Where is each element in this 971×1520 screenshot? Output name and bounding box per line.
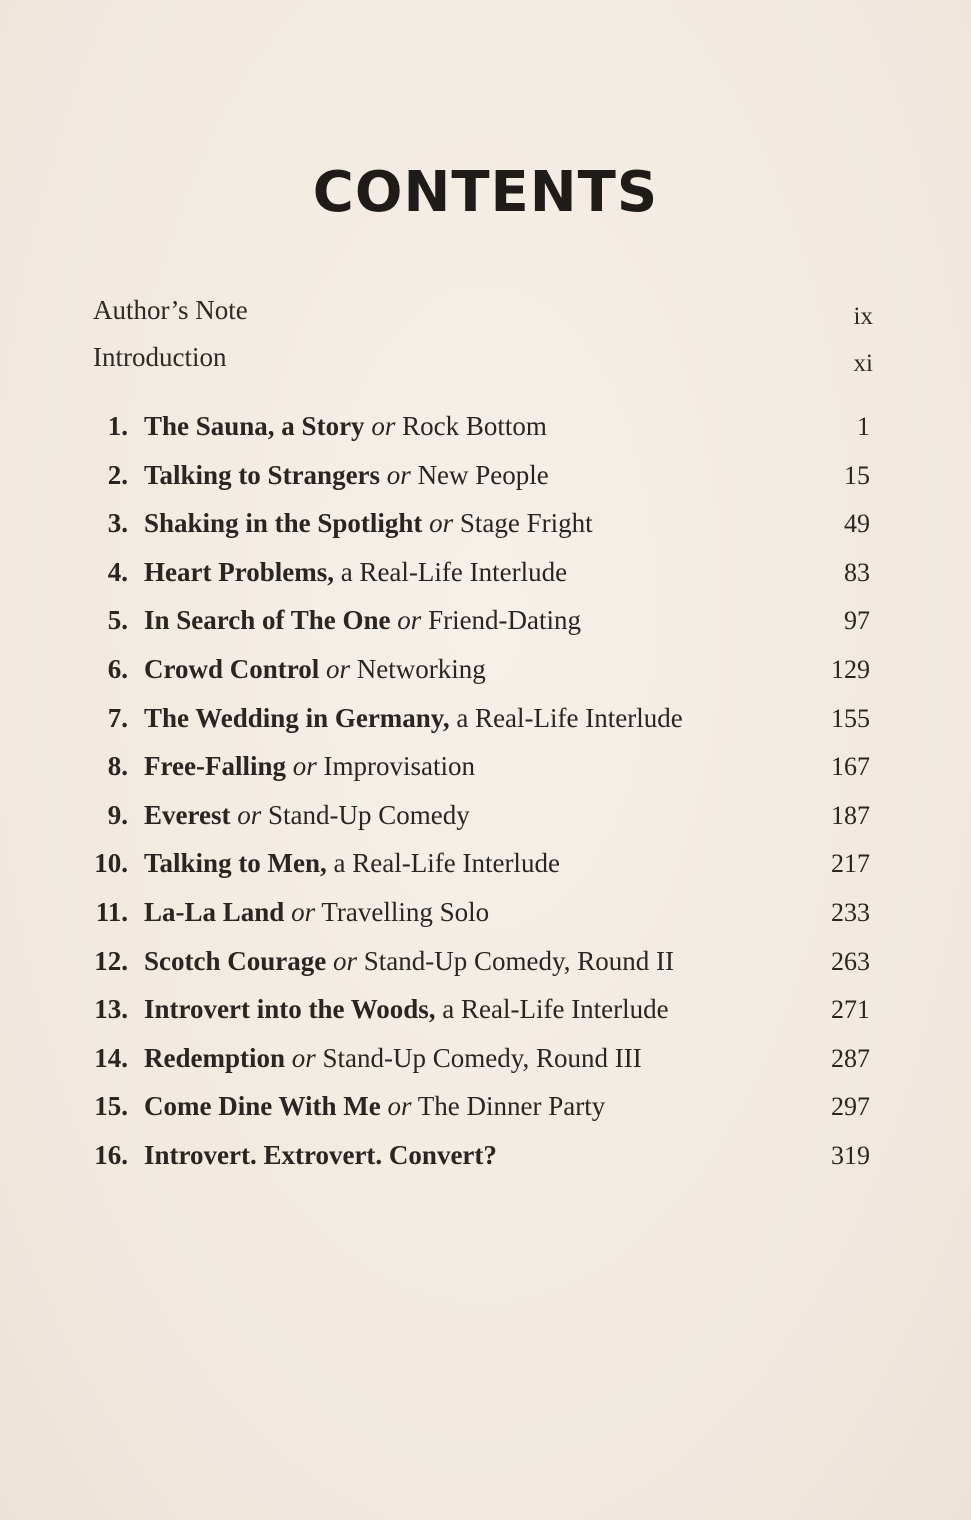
toc-entry [84, 946, 870, 995]
chapter-page-number: 155 [831, 703, 870, 733]
chapter-number: 11. [95, 896, 128, 927]
chapter-subtitle: Stand-Up Comedy, Round II [363, 945, 674, 976]
chapter-main-title: Scotch Courage [144, 945, 327, 976]
chapter-main-title: The Sauna, a Story [144, 411, 365, 441]
toc-entry [84, 897, 870, 946]
toc-entry [84, 800, 870, 849]
toc-entry [84, 703, 870, 752]
chapter-number: 8. [107, 751, 128, 782]
toc-entry [84, 654, 870, 703]
chapter-page-number: 319 [831, 1140, 870, 1170]
toc-entry [84, 508, 870, 557]
chapter-page-number: 271 [831, 995, 870, 1025]
chapter-title [144, 751, 800, 782]
chapter-page-number: 263 [831, 946, 870, 976]
chapter-number: 1. [107, 411, 128, 441]
chapter-number: 13. [94, 994, 128, 1025]
chapter-subtitle: a Real-Life Interlude [340, 556, 568, 587]
chapter-page-number: 129 [831, 654, 870, 684]
chapter-title [144, 654, 800, 685]
chapter-page-number: 287 [831, 1043, 870, 1073]
chapter-title [144, 508, 800, 539]
chapter-number: 2. [107, 459, 128, 490]
chapter-connector: or [326, 653, 351, 684]
chapter-page-number: 167 [831, 752, 870, 782]
toc-entry [84, 605, 870, 654]
chapter-subtitle: Friend-Dating [428, 605, 582, 636]
chapter-connector: or [397, 605, 422, 636]
chapter-subtitle: Networking [356, 653, 486, 684]
chapter-number: 15. [94, 1091, 128, 1122]
chapter-connector: or [291, 896, 316, 927]
chapter-number: 9. [107, 799, 128, 830]
chapter-main-title: Talking to Strangers [144, 459, 381, 490]
chapter-title [144, 946, 800, 977]
prelims-list [93, 290, 873, 384]
chapter-number: 3. [107, 508, 128, 539]
chapter-title [144, 897, 800, 928]
toc-entry [84, 994, 870, 1043]
chapter-main-title: The Wedding in Germany, [144, 702, 450, 733]
chapter-page-number: 217 [831, 849, 870, 879]
toc-entry [84, 411, 870, 460]
chapter-page-number: 1 [857, 412, 870, 441]
chapter-list [84, 411, 870, 1189]
chapter-page-number: 187 [831, 800, 870, 830]
chapter-number: 14. [94, 1042, 128, 1073]
chapter-subtitle: Stand-Up Comedy [268, 799, 470, 830]
chapter-subtitle: a Real-Life Interlude [442, 994, 669, 1025]
chapter-number: 7. [107, 702, 128, 733]
chapter-main-title: Introvert into the Woods, [144, 994, 436, 1025]
chapter-title [144, 703, 800, 734]
chapter-number: 12. [94, 945, 128, 976]
chapter-subtitle: Improvisation [323, 751, 475, 782]
chapter-number: 6. [107, 653, 128, 684]
chapter-connector: or [237, 799, 262, 830]
chapter-title [144, 557, 800, 588]
chapter-main-title: Everest [144, 799, 231, 830]
toc-entry [84, 1043, 870, 1092]
chapter-number: 5. [107, 605, 128, 636]
chapter-main-title: Introvert. Extrovert. Convert? [144, 1139, 497, 1170]
chapter-connector: or [292, 751, 317, 782]
chapter-main-title: Redemption [144, 1042, 285, 1073]
prelim-label: Introduction [93, 342, 227, 372]
toc-entry [84, 460, 870, 509]
chapter-main-title: Heart Problems, [144, 556, 334, 587]
chapter-main-title: Come Dine With Me [144, 1091, 381, 1122]
chapter-title [144, 800, 800, 831]
chapter-page-number: 233 [831, 897, 870, 927]
prelim-label: Author’s Note [93, 295, 248, 325]
chapter-connector: or [386, 459, 411, 490]
chapter-title [144, 1091, 800, 1122]
toc-entry [84, 557, 870, 606]
chapter-main-title: Talking to Men, [144, 848, 327, 879]
chapter-main-title: In Search of The One [144, 605, 391, 636]
chapter-title [144, 460, 800, 491]
toc-entry [84, 848, 870, 897]
chapter-subtitle: a Real-Life Interlude [456, 702, 683, 733]
chapter-connector: or [291, 1042, 316, 1073]
page-title: CONTENTS [312, 160, 659, 225]
chapter-connector: or [371, 411, 396, 441]
toc-entry [84, 751, 870, 800]
chapter-number: 16. [94, 1139, 128, 1170]
chapter-main-title: Crowd Control [144, 653, 320, 684]
chapter-subtitle: Rock Bottom [402, 411, 547, 441]
chapter-page-number: 83 [844, 557, 870, 587]
chapter-title [144, 411, 800, 442]
chapter-subtitle: a Real-Life Interlude [333, 848, 560, 879]
chapter-connector: or [332, 945, 357, 976]
chapter-main-title: Shaking in the Spotlight [144, 508, 423, 539]
prelim-page: xi [853, 350, 873, 377]
chapter-main-title: Free-Falling [144, 751, 286, 782]
chapter-page-number: 49 [844, 509, 870, 539]
chapter-page-number: 297 [831, 1092, 870, 1122]
chapter-number: 4. [107, 556, 128, 587]
prelim-item [93, 290, 873, 337]
chapter-page-number: 97 [844, 606, 870, 636]
prelim-page: ix [853, 303, 873, 330]
chapter-subtitle: Travelling Solo [321, 896, 490, 927]
chapter-main-title: La-La Land [144, 896, 285, 927]
chapter-connector: or [387, 1091, 412, 1122]
toc-entry [84, 1140, 870, 1189]
chapter-title [144, 1043, 800, 1074]
toc-entry [84, 1091, 870, 1140]
chapter-subtitle: Stand-Up Comedy, Round III [322, 1042, 642, 1073]
chapter-page-number: 15 [844, 460, 870, 490]
chapter-title [144, 1140, 800, 1171]
chapter-connector: or [429, 508, 454, 539]
prelim-item [93, 337, 873, 384]
chapter-subtitle: The Dinner Party [417, 1091, 606, 1122]
chapter-subtitle: New People [417, 459, 549, 490]
chapter-subtitle: Stage Fright [459, 508, 593, 539]
chapter-title [144, 994, 800, 1025]
chapter-title [144, 848, 800, 879]
chapter-number: 10. [94, 848, 128, 879]
chapter-title [144, 605, 800, 636]
